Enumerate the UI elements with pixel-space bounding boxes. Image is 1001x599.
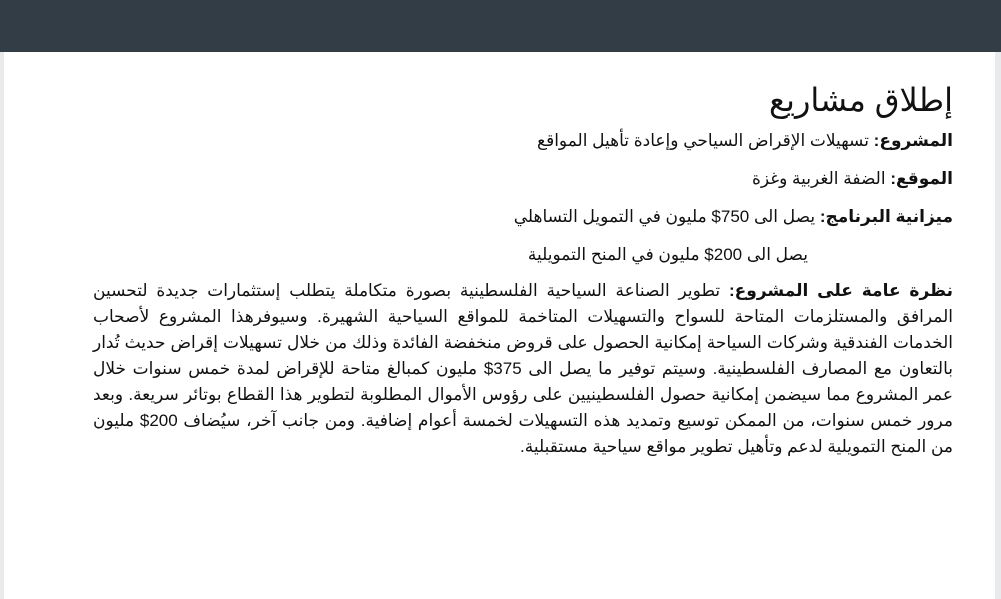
location-label: الموقع: [890, 169, 953, 188]
overview-paragraph [93, 278, 953, 460]
budget-label: ميزانية البرنامج: [819, 207, 953, 226]
project-value: تسهيلات الإقراض السياحي وإعادة تأهيل المواقع [537, 131, 869, 150]
overview-label: نظرة عامة على المشروع: [728, 281, 953, 300]
document-page [4, 52, 995, 599]
location-value: الضفة الغربية وغزة [751, 169, 886, 188]
document-content [93, 80, 953, 477]
project-label: المشروع: [873, 131, 953, 150]
budget-line-2 [93, 244, 808, 266]
budget-value-2: يصل الى 200$ مليون في المنح التمويلية [527, 245, 808, 264]
budget-value-1: يصل الى 750$ مليون في التمويل التساهلي [513, 207, 816, 226]
overview-text: تطوير الصناعة السياحية الفلسطينية بصورة متكاملة يتطلب إستثمارات جديدة لتحسين المرافق والمستلزمات المتاحة للسواح والتسهيلات المتاخمة للمواقع السياحية الشهيرة. وسيوفرهذا المشروع لأصحاب الخدمات الفندقية وشركات السياحة إمكانية الحصول على قروض منخفضة الفائدة وذلك من خلال تسهيلات إقراض حديث تُدار بالتعاون مع المصارف الفلسطينية. وسيتم توفير ما يصل الى 375$ مليون كمبالغ متاحة للإقراض لمدة خمس سنوات خلال عمر المشروع مما سيضمن إمكانية حصول الفلسطينيين على رؤوس الأموال المطلوبة لتطوير هذا القطاع بوتائر سريعة. وبعد مرور خمس سنوات، من الممكن توسيع وتمديد هذه التسهيلات لخمسة أعوام إضافية. ومن جانب آخر، سيُضاف 200$ مليون من المنح التمويلية لدعم وتأهيل تطوير مواقع سياحية مستقبلية. [93, 281, 954, 456]
budget-line [93, 206, 953, 228]
page-title: إطلاق مشاريع [769, 82, 953, 118]
top-toolbar [0, 0, 1001, 52]
location-line [93, 168, 953, 190]
project-line [93, 130, 953, 152]
